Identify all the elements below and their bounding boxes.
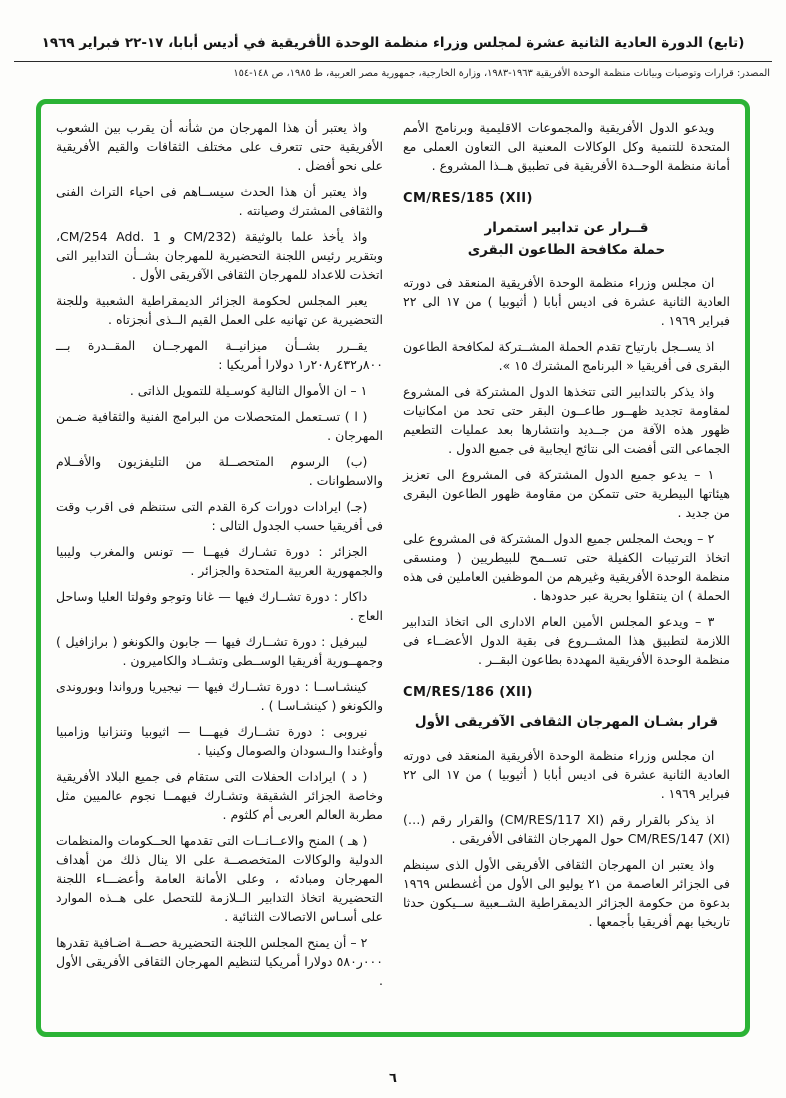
paragraph-res185-item-1: ١ – يدعو جميع الدول المشتركة فى المشروع الى تعزيز هيئاتها البيطرية حتى تتمكن من مقاومة ظهور الطاعون البقرى من جديد .: [403, 467, 730, 521]
paragraph-res186-opening: ان مجلس وزراء منظمة الوحدة الأفريقية المنعقد فى دورته العادية الثانية عشرة فى اديس أبابا ( أثيوبيا ) من ١٧ الى ٢٢ فبراير ١٩٦٩ .: [403, 748, 730, 801]
paragraph-res185-item-2: ٢ – ويحث المجلس جميع الدول المشتركة فى المشروع على اتخاذ الترتيبات الكفيلة حتى تســمح للبيطريين ( ومنسقى منظمة الوحدة الأفريقية وغيرهم من الموظفين العاملين فى هذه الحملة ) ان ينتقلوا بحرية عبر حدودها .: [403, 531, 730, 604]
content-frame: [36, 99, 750, 1037]
paragraph-funding-sub-e: ( هـ ) المنح والاعــانــات التى تقدمها الحــكومات والمنظمات الدولية والوكالات المتخصصــة على الا ينال ذلك من أهداف المهرجان ومبادئه ، وعلى الأمانة العامة وأعضـــاء اللجنة التحضيرية اتخاذ التدابير الــلازمة للتحصل على هــذه الموارد على أسـاس الاتصالات الثنائية .: [56, 833, 383, 925]
paragraph-tournament-libreville: ليبرفيل : دورة تشــارك فيها — جابون والكونغو ( برازافيل ) وجمهــورية أفريقيا الوســطى وتشــاد والكاميرون .: [56, 634, 383, 669]
paragraph-res185-item-3: ٣ – ويدعو المجلس الأمين العام الادارى الى اتخاذ التدابير اللازمة لتطبيق هذا المشــروع فى بقية الدول الأعضــاء فى منظمة الوحدة الأفريقية المهددة بطاعون البقــر .: [403, 614, 730, 668]
resolution-title-185: [403, 218, 730, 261]
column-right: [403, 118, 730, 1022]
paragraph-funding-item-2: ٢ – أن يمنح المجلس اللجنة التحضيرية حصــة اضـافية تقدرها ٠٠٠ر٥٨٠ دولارا أمريكيا لتنظيم المهرجان الثقافى الأفريقى الأول .: [56, 935, 383, 989]
paragraph-res185-opening: ان مجلس وزراء منظمة الوحدة الأفريقية المنعقد فى دورته العادية الثانية عشرة فى اديس أبابا ( أثيوبيا ) من ١٧ الى ٢٢ فبراير ١٩٦٩ .: [403, 275, 730, 329]
header-title: (تابع) الدورة العادية الثانية عشرة لمجلس وزراء منظمة الوحدة الأفريقية في أديس أبابا، ١٧-٢٢ فبراير ١٩٦٩: [41, 35, 745, 51]
paragraph-funding-sub-a: ( ا ) تسـتعمل المتحصلات من البرامج الفنية والثقافية ضـمن المهرجان .: [56, 409, 383, 444]
resolution-code-185: CM/RES/185 (XII): [403, 191, 533, 207]
header-source: المصدر: قرارات وتوصيات وبيانات منظمة الوحدة الأفريقية ١٩٦٣-١٩٨٣، وزارة الخارجية، جمهورية مصر العربية، ط ١٩٨٥، ص ١٤٨-١٥٤: [233, 68, 770, 80]
paragraph-res186-considering: واذ يعتبر ان المهرجان الثقافى الأفريقى الأول الذى سينظم فى الجزائر العاصمة من ٢١ يوليو الى الأول من أغسطس ١٩٦٩ بدعوة من حكومة الجزائر الديمقراطية الشــعبية ســيكون حدثا تاريخيا بهم أفريقيا بأجمعها .: [403, 857, 730, 929]
paragraph-tournament-kinshasa: كينشـاســا : دورة تشــارك فيها — نيجيريا ورواندا وبوروندى والكونغو ( كينشـاسـا ) .: [56, 679, 383, 714]
paragraph-funding-sub-c: (جـ) ايرادات دورات كرة القدم التى ستنظم فى اقرب وقت فى أفريقيا حسب الجدول التالى :: [56, 499, 383, 534]
page-header: [0, 0, 786, 79]
page-footer: [0, 1067, 786, 1086]
paragraph-congratulations: يعبر المجلس لحكومة الجزائر الديمقراطية الشعبية وللجنة التحضيرية عن تهانيه على العمل القيم الــذى أنجزتاه .: [56, 293, 383, 328]
paragraph-tournament-dakar: داكار : دورة تشــارك فيها — غانا وتوجو وفولتا العليا وساحل العاج .: [56, 589, 383, 624]
resolution-title-line: حملة مكافحة الطاعون البقرى: [467, 241, 666, 258]
paragraph-budget-decision: يقــرر بشــأن ميزانيــة المهرجــان المقــدرة بـــ ٨٠٠ر٤٣٢ر٢٠٨ر١ دولارا أمريكيا :: [56, 338, 383, 373]
paragraph-funding-sub-d: ( د ) ايرادات الحفلات التى ستقام فى جميع البلاد الأفريقية وخاصة الجزائر الشقيقة وتشـارك فيهمــا نجوم عالميين مثل مطربة العالم العربى أم كلثوم .: [56, 769, 383, 823]
resolution-title-186: [403, 712, 730, 734]
column-left: [56, 118, 383, 1022]
paragraph-appeal: ويدعو الدول الأفريقية والمجموعات الاقليمية وبرنامج الأمم المتحدة للتنمية وكل الوكالات المعنية الى التعاون العملى مع أمانة منظمة الوحــدة الأفريقية فى تطبيق هــذا المشروع .: [403, 120, 730, 174]
paragraph-tournament-nairobi: نيروبى : دورة تشــارك فيهـــا — اثيوبيا وتنزانيا وزامبيا وأوغندا والـسودان والصومال وكينيا .: [56, 724, 383, 759]
paragraph-festival-documents: واذ يأخذ علما بالوثيقة (CM/232 و CM/254 Add. 1، وبتقرير رئيس اللجنة التحضيرية للمهرجان بشــأن التدابير التى اتخذت للاعداد للمهرجان الثقافى الآفريقى الأول .: [56, 229, 383, 283]
resolution-code-186: CM/RES/186 (XII): [403, 685, 533, 701]
resolution-title-line: قــرار عن تدابير استمرار: [484, 220, 649, 237]
paragraph-res185-noting: اذ يســجل بارتياح تقدم الحملة المشــتركة لمكافحة الطاعون البقرى فى أفريقيا « البرنامج المشترك ١٥ ».: [403, 339, 730, 374]
paragraph-festival-heritage: واذ يعتبر أن هذا الحدث سيســاهم فى احياء التراث الفنى والثقافى المشترك وصيانته .: [56, 184, 383, 219]
paragraph-res185-recalling: واذ يذكر بالتدابير التى تتخذها الدول المشتركة فى المشروع لمقاومة تجديد ظهــور طاعــون البقر حتى تحد من امكانيات ظهور هذه الآفة من جــديد وانتشارها بعد عمليات التطعيم الجماعى التى أفضت الى نتائج ايجابية فى جميع الدول .: [403, 384, 730, 457]
paragraph-res186-recalling: اذ يذكر بالقرار رقم (CM/RES/117 XI) والقرار رقم (…) CM/RES/147 (XI) حول المهرجان الثقافى الأفريقى .: [403, 812, 730, 846]
page-number: ٦: [389, 1071, 397, 1086]
resolution-title-line: قرار بشـان المهرجان الثقافى الآفريقى الأول: [414, 714, 719, 731]
paragraph-festival-peoples: واذ يعتبر أن هذا المهرجان من شأنه أن يقرب بين الشعوب الأفريقية حتى تتعرف على مختلف الثقافات والقيم الأفريقية على نحو أفضل .: [56, 120, 383, 174]
paragraph-funding-item-1: ١ – ان الأموال التالية كوسـيلة للتمويل الذاتى .: [129, 383, 368, 399]
paragraph-tournament-algiers: الجزائر : دورة تشـارك فيهــا — تونس والمغرب وليبيا والجمهورية العربية المتحدة والجزائر .: [56, 544, 383, 579]
paragraph-funding-sub-b: (ب) الرسوم المتحصــلة من التليفزيون والأفــلام والاسطوانات .: [56, 454, 383, 489]
header-rule: [14, 61, 772, 62]
